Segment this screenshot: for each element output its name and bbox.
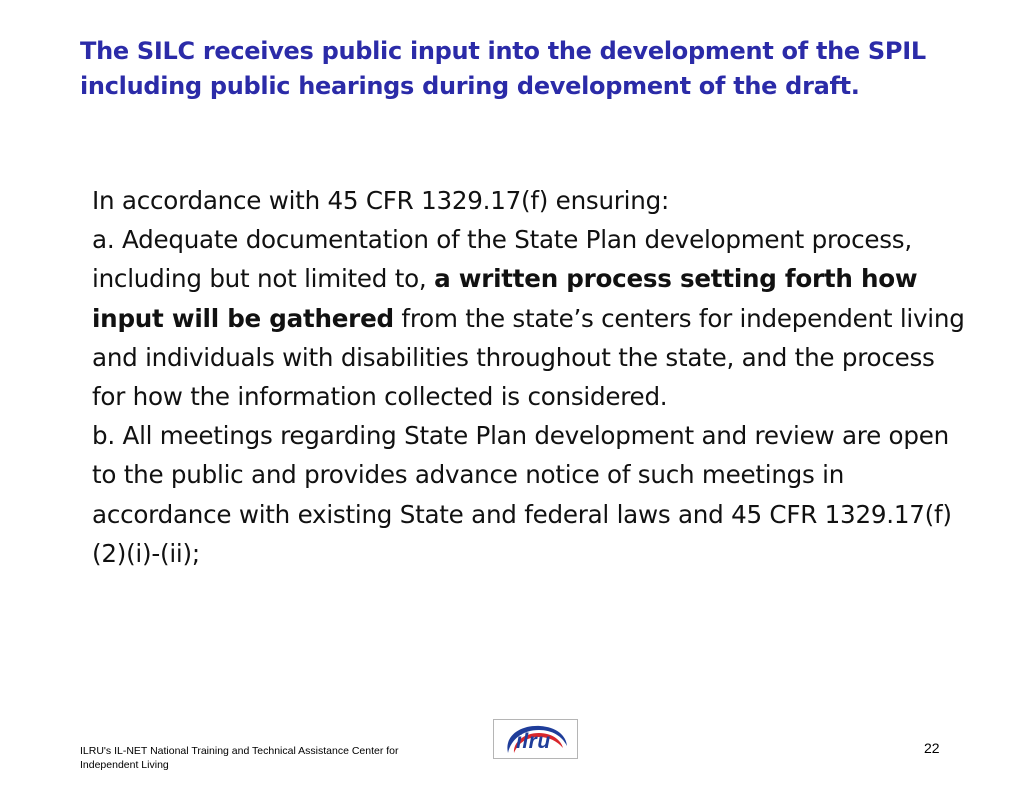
slide-title: The SILC receives public input into the development of the SPIL including public hearings during development of the draft. [80,37,926,100]
item-b-paragraph: b. All meetings regarding State Plan development and review are open to the public and provides advance notice of such meetings in accordance with existing State and federal laws and 45 CFR 1329.17(f)(2)(i)-(ii); [92,421,952,568]
item-a-text-end: from the state’s centers for independent living and individuals with disabilities throughout the state, and the process for how the information collected is considered. [92,303,965,412]
item-a-text: a. Adequate documentation of the State Plan development process, including but not limited to, [92,225,912,294]
ilru-logo [493,719,578,759]
item-a-bold-text: a written process setting forth how input will be gathered [92,264,918,333]
item-a-paragraph [92,220,972,416]
footer-organization-line1: ILRU's IL-NET National Training and Technical Assistance Center for [80,745,399,757]
footer-organization-line2: Independent Living [80,759,169,771]
footer-organization [80,744,480,772]
intro-paragraph: In accordance with 45 CFR 1329.17(f) ensuring: [92,186,669,215]
slide-body [92,181,972,573]
logo-text: ilru [516,730,551,753]
page-number: 22 [924,740,940,756]
